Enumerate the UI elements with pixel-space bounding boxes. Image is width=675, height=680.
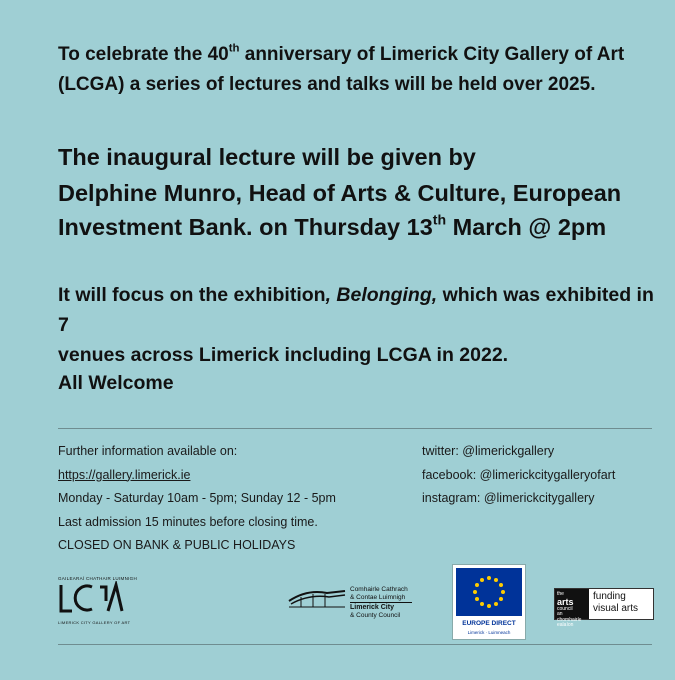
lecture-line3: Investment Bank. on Thursday 13th March @ 2pm [58,211,607,240]
visitor-info [58,440,336,558]
europe-direct-logo [452,564,526,640]
council-logo-text: Comhairle Cathrach & Contae Luimnigh Limerick City & County Council [350,586,412,619]
council-bridge-icon [287,585,347,609]
intro-line1: To celebrate the 40th anniversary of Limerick City Gallery of Art [58,42,625,65]
closed-note: CLOSED ON BANK & PUBLIC HOLIDAYS [58,538,296,552]
all-welcome: All Welcome [58,372,174,394]
focus-line2: venues across Limerick including LCGA in 2022. [58,344,509,366]
gallery-link[interactable]: https://gallery.limerick.ie [58,467,191,482]
opening-hours: Monday - Saturday 10am - 5pm; Sunday 12 - 5pm [58,491,336,505]
funding-visual-arts: funding visual arts [593,591,639,614]
facebook-handle[interactable]: facebook: @limerickcitygalleryofart [422,467,616,482]
exhibition-title: , Belonging, [325,284,438,306]
europe-direct-title: EUROPE DIRECT [462,620,516,627]
eu-flag-icon [456,568,522,616]
twitter-handle[interactable]: twitter: @limerickgallery [422,444,555,458]
intro-paragraph [58,40,648,100]
lecture-heading [58,140,658,244]
focus-paragraph: It will focus on the exhibition, Belonging, which was exhibited in 7 venues across Limerick including LCGA in 2022. [58,284,654,366]
arts-council-mark: the arts council an chomhairle ealaíon [555,589,589,619]
divider-bottom [58,644,652,645]
lcga-logo-english: LIMERICK CITY GALLERY OF ART [58,620,131,625]
social-links [422,440,615,511]
divider-top [58,428,652,429]
europe-direct-sub: Limerick · Luimneach [467,630,511,635]
lcga-mark-icon [58,581,124,615]
lecture-line2: Delphine Munro, Head of Arts & Culture, European [58,180,622,206]
lcga-logo-irish: GAILEARAÍ CHATHAIR LUIMNIGH [58,576,138,581]
admission-note: Last admission 15 minutes before closing time. [58,514,318,529]
lcga-logo [58,576,138,625]
intro-line2: (LCGA) a series of lectures and talks will be held over 2025. [58,74,596,95]
info-label: Further information available on: [58,444,238,458]
instagram-handle[interactable]: instagram: @limerickcitygallery [422,491,595,505]
lecture-line1: The inaugural lecture will be given by [58,144,476,170]
arts-council-logo [554,588,654,628]
